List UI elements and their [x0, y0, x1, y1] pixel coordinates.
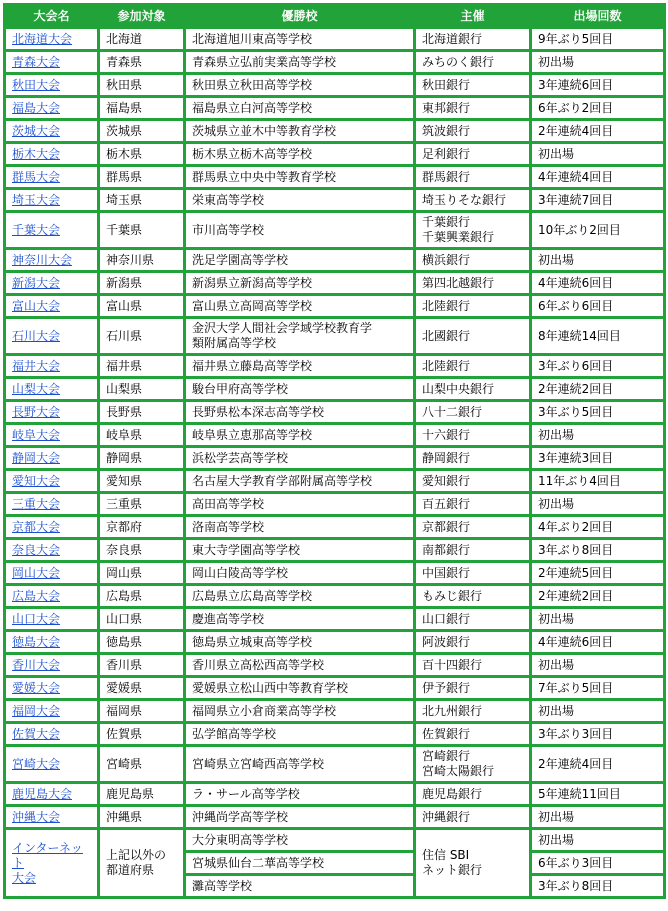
table-row [5, 424, 665, 447]
tournament-link[interactable]: 栃木大会 [12, 146, 61, 161]
host-cell: 北陸銀行 [415, 355, 531, 378]
table-row [5, 401, 665, 424]
participants-cell: 徳島県 [99, 631, 185, 654]
table-row [5, 166, 665, 189]
host-cell: 南都銀行 [415, 539, 531, 562]
tournament-name-cell [5, 166, 99, 189]
appearance-count-cell: 6年ぶり6回目 [531, 295, 665, 318]
appearance-count-cell: 2年連続4回目 [531, 746, 665, 783]
tournament-link[interactable]: 宮崎大会 [12, 756, 61, 771]
tournament-table [3, 3, 666, 899]
winner-school-cell: 栄東高等学校 [185, 189, 415, 212]
participants-cell: 香川県 [99, 654, 185, 677]
tournament-link[interactable]: 三重大会 [12, 496, 61, 511]
host-cell: 京都銀行 [415, 516, 531, 539]
table-row [5, 295, 665, 318]
host-cell: 佐賀銀行 [415, 723, 531, 746]
host-cell: 横浜銀行 [415, 249, 531, 272]
tournament-name-cell [5, 249, 99, 272]
table-row [5, 120, 665, 143]
host-cell: 秋田銀行 [415, 74, 531, 97]
participants-cell: 静岡県 [99, 447, 185, 470]
tournament-name-cell [5, 355, 99, 378]
appearance-count-cell: 初出場 [531, 654, 665, 677]
winner-school-cell: 愛媛県立松山西中等教育学校 [185, 677, 415, 700]
tournament-name-cell [5, 516, 99, 539]
tournament-link[interactable]: 徳島大会 [12, 634, 61, 649]
header-participants: 参加対象 [99, 5, 185, 28]
winner-school-cell: 福岡県立小倉商業高等学校 [185, 700, 415, 723]
winner-school-cell: 茨城県立並木中等教育学校 [185, 120, 415, 143]
tournament-name-cell [5, 378, 99, 401]
table-row [5, 516, 665, 539]
tournament-link[interactable]: インターネット 大会 [12, 840, 83, 885]
table-row [5, 272, 665, 295]
appearance-count-cell: 2年連続2回目 [531, 585, 665, 608]
header-row [5, 5, 665, 28]
tournament-link[interactable]: 新潟大会 [12, 275, 61, 290]
winner-school-cell: 徳島県立城東高等学校 [185, 631, 415, 654]
table-row [5, 493, 665, 516]
tournament-link[interactable]: 鹿児島大会 [12, 786, 73, 801]
participants-cell: 愛媛県 [99, 677, 185, 700]
host-cell: 筑波銀行 [415, 120, 531, 143]
winner-school-cell: 浜松学芸高等学校 [185, 447, 415, 470]
table-row [5, 608, 665, 631]
appearance-count-cell: 初出場 [531, 493, 665, 516]
host-cell: もみじ銀行 [415, 585, 531, 608]
tournament-link[interactable]: 沖縄大会 [12, 809, 61, 824]
winner-school-cell: 群馬県立中央中等教育学校 [185, 166, 415, 189]
appearance-count-cell: 4年連続6回目 [531, 272, 665, 295]
tournament-link[interactable]: 岐阜大会 [12, 427, 61, 442]
table-row [5, 28, 665, 51]
appearance-count-cell: 2年連続4回目 [531, 120, 665, 143]
tournament-name-cell [5, 97, 99, 120]
appearance-count-cell: 4年連続6回目 [531, 631, 665, 654]
appearance-count-cell: 3年ぶり8回目 [531, 875, 665, 898]
appearance-count-cell: 11年ぶり4回目 [531, 470, 665, 493]
participants-cell: 栃木県 [99, 143, 185, 166]
table-row [5, 189, 665, 212]
appearance-count-cell: 初出場 [531, 424, 665, 447]
tournament-name-cell [5, 143, 99, 166]
participants-cell: 新潟県 [99, 272, 185, 295]
host-cell: 十六銀行 [415, 424, 531, 447]
table-row [5, 318, 665, 355]
tournament-link[interactable]: 奈良大会 [12, 542, 61, 557]
winner-school-cell: 香川県立高松西高等学校 [185, 654, 415, 677]
winner-school-cell: 宮城県仙台二華高等学校 [185, 852, 415, 875]
host-cell: 山口銀行 [415, 608, 531, 631]
participants-cell: 青森県 [99, 51, 185, 74]
winner-school-cell: 慶進高等学校 [185, 608, 415, 631]
table-row [5, 585, 665, 608]
winner-school-cell: 長野県松本深志高等学校 [185, 401, 415, 424]
tournament-name-cell [5, 585, 99, 608]
tournament-name-cell [5, 28, 99, 51]
winner-school-cell: 福島県立白河高等学校 [185, 97, 415, 120]
tournament-name-cell [5, 401, 99, 424]
winner-school-cell: 市川高等学校 [185, 212, 415, 249]
host-cell: 中国銀行 [415, 562, 531, 585]
participants-cell: 奈良県 [99, 539, 185, 562]
participants-cell: 三重県 [99, 493, 185, 516]
table-row [5, 355, 665, 378]
appearance-count-cell: 初出場 [531, 829, 665, 852]
winner-school-cell: 灘高等学校 [185, 875, 415, 898]
tournament-link[interactable]: 静岡大会 [12, 450, 61, 465]
tournament-name-cell [5, 74, 99, 97]
host-cell: 東邦銀行 [415, 97, 531, 120]
table-row [5, 249, 665, 272]
tournament-name-cell [5, 470, 99, 493]
tournament-name-cell [5, 806, 99, 829]
table-row [5, 700, 665, 723]
tournament-link[interactable]: 京都大会 [12, 519, 61, 534]
host-cell: 北陸銀行 [415, 295, 531, 318]
host-cell: 百五銀行 [415, 493, 531, 516]
host-cell: 阿波銀行 [415, 631, 531, 654]
participants-cell: 広島県 [99, 585, 185, 608]
host-cell: 八十二銀行 [415, 401, 531, 424]
table-row [5, 212, 665, 249]
appearance-count-cell: 6年ぶり3回目 [531, 852, 665, 875]
participants-cell: 石川県 [99, 318, 185, 355]
winner-school-cell: 栃木県立栃木高等学校 [185, 143, 415, 166]
participants-cell: 鹿児島県 [99, 783, 185, 806]
host-cell: 群馬銀行 [415, 166, 531, 189]
tournament-name-cell [5, 746, 99, 783]
participants-cell: 福井県 [99, 355, 185, 378]
host-cell: 第四北越銀行 [415, 272, 531, 295]
appearance-count-cell: 6年ぶり2回目 [531, 97, 665, 120]
participants-cell: 茨城県 [99, 120, 185, 143]
participants-cell: 千葉県 [99, 212, 185, 249]
winner-school-cell: 東大寺学園高等学校 [185, 539, 415, 562]
tournament-link[interactable]: 山口大会 [12, 611, 61, 626]
tournament-link[interactable]: 佐賀大会 [12, 726, 61, 741]
host-cell: 山梨中央銀行 [415, 378, 531, 401]
participants-cell: 愛知県 [99, 470, 185, 493]
appearance-count-cell: 3年ぶり8回目 [531, 539, 665, 562]
tournament-name-cell [5, 562, 99, 585]
table-row [5, 783, 665, 806]
tournament-name-cell [5, 723, 99, 746]
tournament-link[interactable]: 北海道大会 [12, 31, 73, 46]
table-row [5, 677, 665, 700]
host-cell: 北海道銀行 [415, 28, 531, 51]
table-row [5, 378, 665, 401]
appearance-count-cell: 2年連続5回目 [531, 562, 665, 585]
host-cell: 住信 SBI ネット銀行 [415, 829, 531, 898]
tournament-name-cell [5, 295, 99, 318]
tournament-link[interactable]: 茨城大会 [12, 123, 61, 138]
table-body [5, 28, 665, 898]
participants-cell: 上記以外の 都道府県 [99, 829, 185, 898]
participants-cell: 福岡県 [99, 700, 185, 723]
table-row [5, 829, 665, 852]
appearance-count-cell: 3年連続7回目 [531, 189, 665, 212]
tournament-name-cell [5, 189, 99, 212]
host-cell: 伊予銀行 [415, 677, 531, 700]
host-cell: みちのく銀行 [415, 51, 531, 74]
participants-cell: 京都府 [99, 516, 185, 539]
table-row [5, 806, 665, 829]
appearance-count-cell: 10年ぶり2回目 [531, 212, 665, 249]
appearance-count-cell: 3年ぶり5回目 [531, 401, 665, 424]
tournament-name-cell [5, 212, 99, 249]
table-row [5, 723, 665, 746]
participants-cell: 岐阜県 [99, 424, 185, 447]
tournament-link[interactable]: 青森大会 [12, 54, 61, 69]
tournament-link[interactable]: 香川大会 [12, 657, 61, 672]
host-cell: 北國銀行 [415, 318, 531, 355]
participants-cell: 群馬県 [99, 166, 185, 189]
winner-school-cell: 青森県立弘前実業高等学校 [185, 51, 415, 74]
host-cell: 静岡銀行 [415, 447, 531, 470]
tournament-link[interactable]: 神奈川大会 [12, 252, 73, 267]
participants-cell: 福島県 [99, 97, 185, 120]
tournament-name-cell [5, 677, 99, 700]
appearance-count-cell: 4年ぶり2回目 [531, 516, 665, 539]
table-row [5, 539, 665, 562]
winner-school-cell: 金沢大学人間社会学域学校教育学 類附属高等学校 [185, 318, 415, 355]
winner-school-cell: 新潟県立新潟高等学校 [185, 272, 415, 295]
winner-school-cell: 洛南高等学校 [185, 516, 415, 539]
winner-school-cell: ラ・サール高等学校 [185, 783, 415, 806]
appearance-count-cell: 3年連続6回目 [531, 74, 665, 97]
participants-cell: 山口県 [99, 608, 185, 631]
tournament-link[interactable]: 愛知大会 [12, 473, 61, 488]
appearance-count-cell: 8年連続14回目 [531, 318, 665, 355]
appearance-count-cell: 初出場 [531, 608, 665, 631]
appearance-count-cell: 初出場 [531, 143, 665, 166]
appearance-count-cell: 3年ぶり6回目 [531, 355, 665, 378]
header-tournament-name: 大会名 [5, 5, 99, 28]
table-row [5, 470, 665, 493]
tournament-link[interactable]: 愛媛大会 [12, 680, 61, 695]
tournament-link[interactable]: 広島大会 [12, 588, 61, 603]
tournament-name-cell [5, 608, 99, 631]
table-row [5, 746, 665, 783]
appearance-count-cell: 2年連続2回目 [531, 378, 665, 401]
tournament-link[interactable]: 福井大会 [12, 358, 61, 373]
tournament-name-cell [5, 51, 99, 74]
tournament-link[interactable]: 千葉大会 [12, 222, 61, 237]
appearance-count-cell: 5年連続11回目 [531, 783, 665, 806]
tournament-name-cell [5, 272, 99, 295]
winner-school-cell: 宮崎県立宮崎西高等学校 [185, 746, 415, 783]
participants-cell: 岡山県 [99, 562, 185, 585]
appearance-count-cell: 初出場 [531, 806, 665, 829]
participants-cell: 富山県 [99, 295, 185, 318]
header-appearance-count: 出場回数 [531, 5, 665, 28]
appearance-count-cell: 3年ぶり3回目 [531, 723, 665, 746]
winner-school-cell: 沖縄尚学高等学校 [185, 806, 415, 829]
tournament-link[interactable]: 福島大会 [12, 100, 61, 115]
winner-school-cell: 北海道旭川東高等学校 [185, 28, 415, 51]
winner-school-cell: 広島県立広島高等学校 [185, 585, 415, 608]
tournament-link[interactable]: 埼玉大会 [12, 192, 61, 207]
tournament-link[interactable]: 石川大会 [12, 328, 61, 343]
tournament-name-cell [5, 631, 99, 654]
participants-cell: 神奈川県 [99, 249, 185, 272]
host-cell: 愛知銀行 [415, 470, 531, 493]
winner-school-cell: 福井県立藤島高等学校 [185, 355, 415, 378]
host-cell: 沖縄銀行 [415, 806, 531, 829]
participants-cell: 山梨県 [99, 378, 185, 401]
winner-school-cell: 大分東明高等学校 [185, 829, 415, 852]
winner-school-cell: 名古屋大学教育学部附属高等学校 [185, 470, 415, 493]
tournament-name-cell [5, 829, 99, 898]
winner-school-cell: 高田高等学校 [185, 493, 415, 516]
appearance-count-cell: 初出場 [531, 700, 665, 723]
participants-cell: 埼玉県 [99, 189, 185, 212]
appearance-count-cell: 3年連続3回目 [531, 447, 665, 470]
tournament-name-cell [5, 783, 99, 806]
header-host: 主催 [415, 5, 531, 28]
winner-school-cell: 弘学館高等学校 [185, 723, 415, 746]
tournament-link[interactable]: 長野大会 [12, 404, 61, 419]
tournament-name-cell [5, 424, 99, 447]
host-cell: 千葉銀行 千葉興業銀行 [415, 212, 531, 249]
appearance-count-cell: 7年ぶり5回目 [531, 677, 665, 700]
tournament-link[interactable]: 福岡大会 [12, 703, 61, 718]
appearance-count-cell: 初出場 [531, 249, 665, 272]
tournament-link[interactable]: 岡山大会 [12, 565, 61, 580]
tournament-name-cell [5, 700, 99, 723]
tournament-name-cell [5, 447, 99, 470]
winner-school-cell: 駿台甲府高等学校 [185, 378, 415, 401]
host-cell: 宮崎銀行 宮崎太陽銀行 [415, 746, 531, 783]
appearance-count-cell: 4年連続4回目 [531, 166, 665, 189]
tournament-name-cell [5, 654, 99, 677]
table-row [5, 447, 665, 470]
tournament-link[interactable]: 富山大会 [12, 298, 61, 313]
host-cell: 鹿児島銀行 [415, 783, 531, 806]
winner-school-cell: 富山県立高岡高等学校 [185, 295, 415, 318]
host-cell: 埼玉りそな銀行 [415, 189, 531, 212]
participants-cell: 沖縄県 [99, 806, 185, 829]
header-winner-school: 優勝校 [185, 5, 415, 28]
tournament-link[interactable]: 山梨大会 [12, 381, 61, 396]
host-cell: 北九州銀行 [415, 700, 531, 723]
participants-cell: 宮崎県 [99, 746, 185, 783]
participants-cell: 秋田県 [99, 74, 185, 97]
table-row [5, 51, 665, 74]
tournament-name-cell [5, 318, 99, 355]
host-cell: 百十四銀行 [415, 654, 531, 677]
appearance-count-cell: 9年ぶり5回目 [531, 28, 665, 51]
participants-cell: 佐賀県 [99, 723, 185, 746]
table-row [5, 143, 665, 166]
table-row [5, 631, 665, 654]
table-row [5, 74, 665, 97]
participants-cell: 北海道 [99, 28, 185, 51]
tournament-link[interactable]: 群馬大会 [12, 169, 61, 184]
host-cell: 足利銀行 [415, 143, 531, 166]
tournament-name-cell [5, 493, 99, 516]
winner-school-cell: 洗足学園高等学校 [185, 249, 415, 272]
winner-school-cell: 岐阜県立恵那高等学校 [185, 424, 415, 447]
table-row [5, 654, 665, 677]
winner-school-cell: 秋田県立秋田高等学校 [185, 74, 415, 97]
tournament-name-cell [5, 120, 99, 143]
tournament-name-cell [5, 539, 99, 562]
table-row [5, 97, 665, 120]
tournament-link[interactable]: 秋田大会 [12, 77, 61, 92]
winner-school-cell: 岡山白陵高等学校 [185, 562, 415, 585]
participants-cell: 長野県 [99, 401, 185, 424]
appearance-count-cell: 初出場 [531, 51, 665, 74]
table-row [5, 562, 665, 585]
